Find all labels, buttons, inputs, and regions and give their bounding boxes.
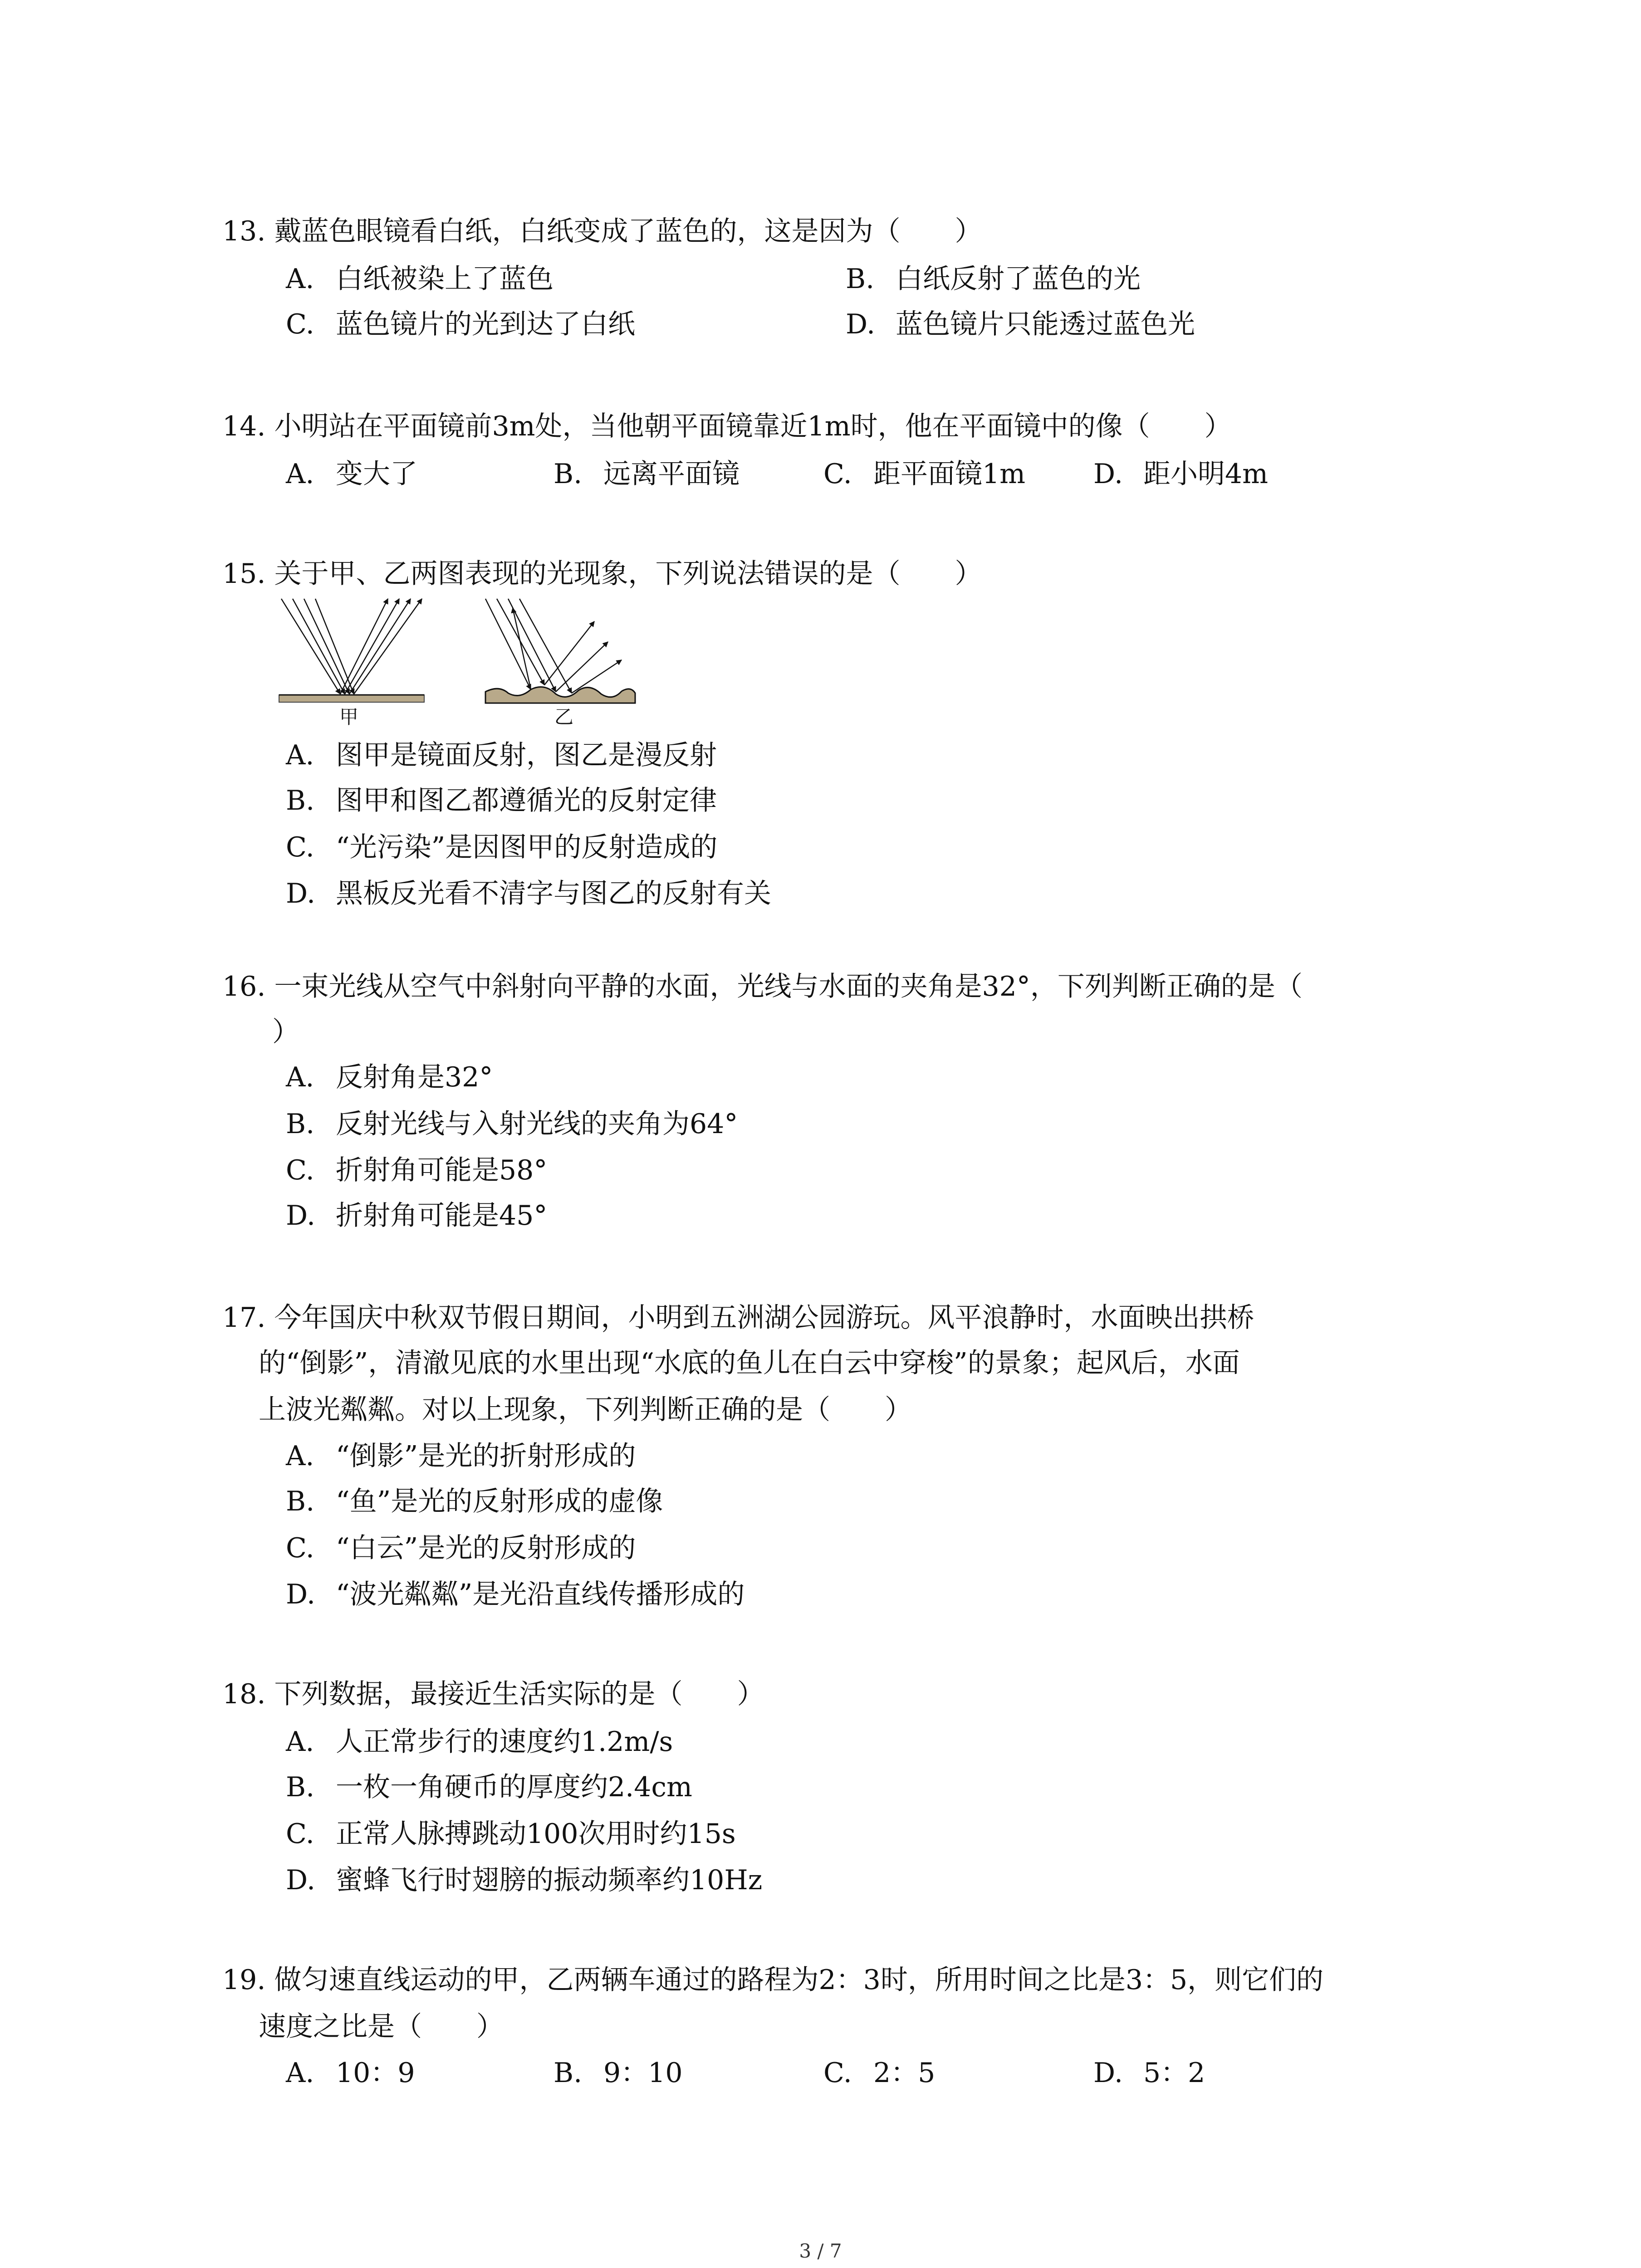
q17-stem-line2: 的“倒影”，清澈见底的水里出现“水底的鱼儿在白云中穿梭”的景象；起风后，水面 — [259, 1347, 1240, 1379]
q18-option-d: D. 蜜蜂飞行时翅膀的振动频率约10Hz — [286, 1864, 763, 1896]
page-number: 3 / 7 — [799, 2240, 842, 2262]
figure-label-yi: 乙 — [554, 706, 574, 728]
q16-stem-line1: 16. 一束光线从空气中斜射向平静的水面，光线与水面的夹角是32°，下列判断正确的是（ — [222, 971, 1303, 1002]
mirror-reflection-figure — [272, 594, 431, 712]
q19-stem-line2: 速度之比是（ ） — [259, 2011, 504, 2043]
q17-option-b: B. “鱼”是光的反射形成的虚像 — [286, 1486, 663, 1517]
q13-stem: 13. 戴蓝色眼镜看白纸，白纸变成了蓝色的，这是因为（ ） — [222, 215, 982, 247]
q14-option-b: B. 远离平面镜 — [554, 458, 740, 490]
q18-stem: 18. 下列数据，最接近生活实际的是（ ） — [222, 1678, 764, 1710]
q16-option-c: C. 折射角可能是58° — [286, 1154, 548, 1186]
q15-stem: 15. 关于甲、乙两图表现的光现象，下列说法错误的是（ ） — [222, 558, 982, 590]
q13-option-b: B. 白纸反射了蓝色的光 — [846, 263, 1141, 295]
q19-option-d: D. 5：2 — [1093, 2057, 1205, 2089]
q14-option-a: A. 变大了 — [286, 458, 417, 490]
q19-option-c: C. 2：5 — [823, 2057, 936, 2089]
q17-option-d: D. “波光粼粼”是光沿直线传播形成的 — [286, 1579, 745, 1610]
q19-option-a: A. 10：9 — [286, 2057, 415, 2089]
q17-stem-line3: 上波光粼粼。对以上现象，下列判断正确的是（ ） — [259, 1394, 912, 1426]
q18-option-c: C. 正常人脉搏跳动100次用时约15s — [286, 1818, 736, 1850]
q16-option-d: D. 折射角可能是45° — [286, 1200, 548, 1232]
q15-option-d: D. 黑板反光看不清字与图乙的反射有关 — [286, 878, 771, 909]
q16-option-a: A. 反射角是32° — [286, 1061, 493, 1093]
q14-option-c: C. 距平面镜1m — [823, 458, 1026, 490]
figure-label-jia: 甲 — [339, 706, 359, 728]
q14-stem: 14. 小明站在平面镜前3m处，当他朝平面镜靠近1m时，他在平面镜中的像（ ） — [222, 411, 1232, 442]
q17-option-c: C. “白云”是光的反射形成的 — [286, 1532, 636, 1564]
q13-option-d: D. 蓝色镜片只能透过蓝色光 — [846, 308, 1195, 340]
q17-stem-line1: 17. 今年国庆中秋双节假日期间，小明到五洲湖公园游玩。风平浪静时，水面映出拱桥 — [222, 1302, 1254, 1334]
q14-option-d: D. 距小明4m — [1093, 458, 1269, 490]
q18-option-a: A. 人正常步行的速度约1.2m/s — [286, 1726, 673, 1758]
q16-option-b: B. 反射光线与入射光线的夹角为64° — [286, 1108, 738, 1140]
q15-option-a: A. 图甲是镜面反射，图乙是漫反射 — [286, 739, 717, 771]
q15-option-b: B. 图甲和图乙都遵循光的反射定律 — [286, 785, 717, 816]
q13-option-a: A. 白纸被染上了蓝色 — [286, 263, 554, 295]
q16-stem-line2: ） — [272, 1016, 299, 1048]
q15-option-c: C. “光污染”是因图甲的反射造成的 — [286, 831, 718, 863]
q19-option-b: B. 9：10 — [554, 2057, 683, 2089]
diffuse-reflection-figure — [481, 594, 644, 712]
q19-stem-line1: 19. 做匀速直线运动的甲，乙两辆车通过的路程为2：3时，所用时间之比是3：5，则它们的 — [222, 1964, 1324, 1996]
q13-option-c: C. 蓝色镜片的光到达了白纸 — [286, 308, 635, 340]
q18-option-b: B. 一枚一角硬币的厚度约2.4cm — [286, 1771, 692, 1803]
q17-option-a: A. “倒影”是光的折射形成的 — [286, 1440, 636, 1472]
